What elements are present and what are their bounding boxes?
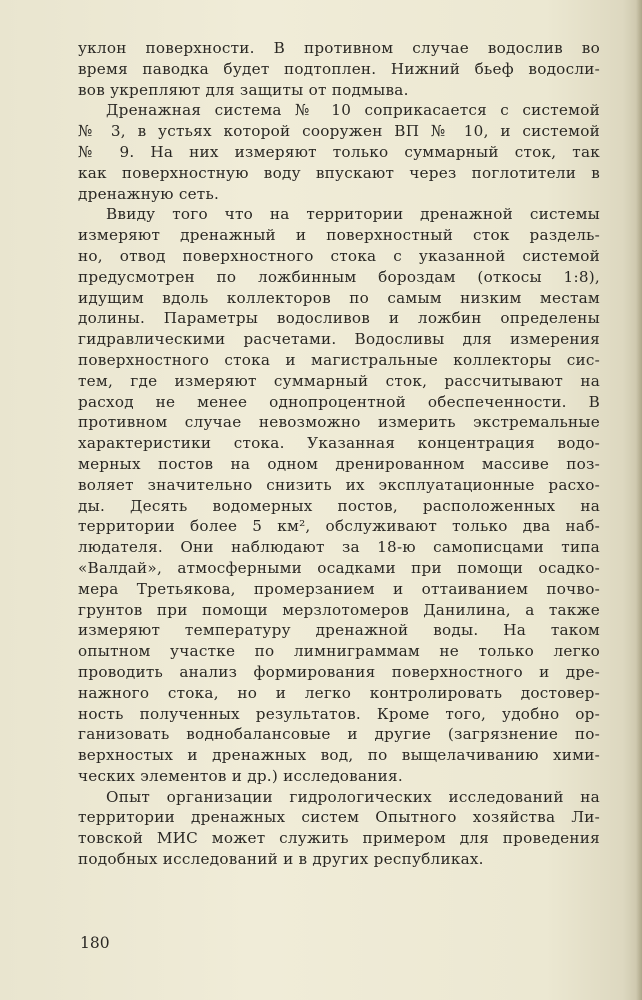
body-text [78,38,600,870]
page-edge-shadow [636,0,642,1000]
text-line: людателя. Они наблюдают за 18-ю самописцами типа [78,538,600,557]
text-line: воляет значительно снизить их эксплуатационные расхо- [78,475,600,494]
text-line: опытном участке по лимниграммам не только легко [78,642,600,661]
text-line: верхностых и дренажных вод, по выщелачиванию хими- [78,746,600,765]
text-line: ганизовать воднобалансовые и другие (загрязнение по- [78,725,600,744]
text-line: время паводка будет подтоплен. Нижний бьеф водосли- [78,59,600,78]
text-line: но, отвод поверхностного стока с указанной системой [78,246,600,265]
page-number: 180 [80,934,110,952]
text-line: ность полученных результатов. Кроме того, удобно ор- [78,704,600,723]
text-line: долины. Параметры водосливов и ложбин определены [78,309,600,328]
text-line: как поверхностную воду впускают через поглотители в [78,163,600,182]
text-line: мерных постов на одном дренированном массиве поз- [78,454,600,473]
text-line: дренажную сеть. [78,184,220,203]
text-line: подобных исследований и в других республиках. [78,850,484,869]
text-line: мера Третьякова, промерзанием и оттаиванием почво- [78,579,600,598]
text-line: измеряют температуру дренажной воды. На таком [78,621,600,640]
text-line: поверхностного стока и магистральные коллекторы сис- [78,350,600,369]
text-line: уклон поверхности. В противном случае водослив во [78,39,600,57]
text-line: характеристики стока. Указанная концентрация водо- [78,434,600,453]
text-line: расход не менее однопроцентной обеспеченности. В [78,392,600,411]
text-line: территории более 5 км², обслуживают только два наб- [78,517,600,536]
text-line: № 9. На них измеряют только суммарный сток, так [78,142,600,161]
text-line: Опыт организации гидрологических исследований на [106,787,600,806]
text-line: ческих элементов и др.) исследования. [78,766,403,785]
text-line: нажного стока, но и легко контролировать достовер- [78,683,600,702]
text-line: № 3, в устьях которой сооружен ВП № 10, и системой [78,122,600,141]
text-line: гидравлическими расчетами. Водосливы для измерения [78,330,600,349]
text-line: предусмотрен по ложбинным бороздам (откосы 1:8), [78,267,600,286]
text-line: идущим вдоль коллекторов по самым низким местам [78,288,600,307]
text-line: тем, где измеряют суммарный сток, рассчитывают на [78,371,600,390]
text-line: ды. Десять водомерных постов, расположенных на [78,496,600,515]
text-line: противном случае невозможно измерить экстремальные [78,413,600,432]
text-line: товской МИС может служить примером для проведения [78,829,600,848]
text-line: измеряют дренажный и поверхностный сток раздель- [78,226,600,245]
text-line: Ввиду того что на территории дренажной системы [106,205,600,224]
text-line: проводить анализ формирования поверхностного и дре- [78,662,600,681]
text-line: грунтов при помощи мерзлотомеров Данилина, а также [78,600,600,619]
text-line: вов укрепляют для защиты от подмыва. [78,80,409,99]
text-line: Дренажная система № 10 соприкасается с системой [106,101,600,120]
text-line: «Валдай», атмосферными осадками при помощи осадко- [78,558,600,577]
text-line: территории дренажных систем Опытного хозяйства Ли- [78,808,600,827]
